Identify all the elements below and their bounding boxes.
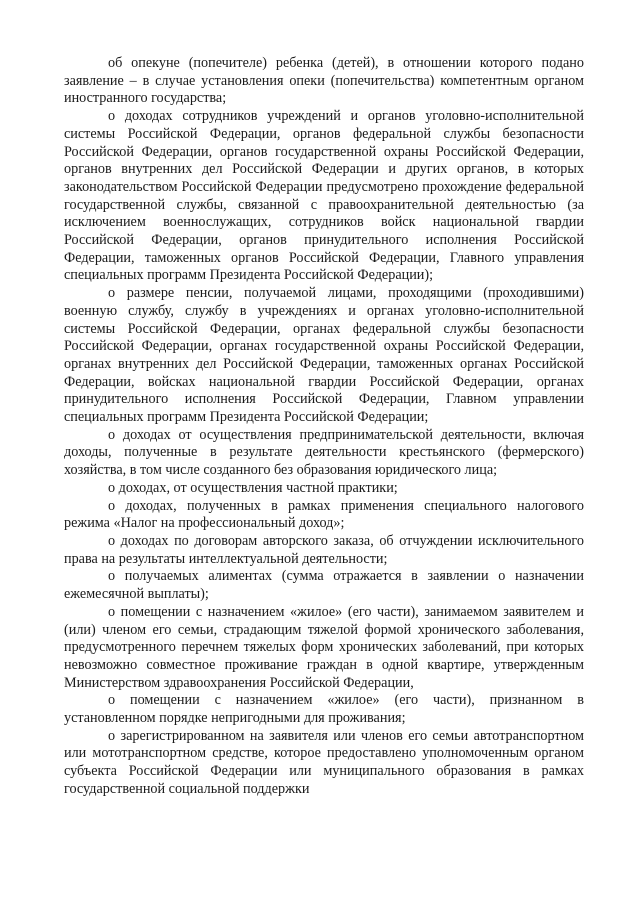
paragraph-guardian: об опекуне (попечителе) ребенка (детей), в отношении которого подано заявление – в случае установления опеки (попечительства) компетентным органом иностранного государства; [64,55,584,107]
paragraph-penal-staff-income: о доходах сотрудников учреждений и органов уголовно-исполнительной системы Российской Федерации, органов федеральной службы безопасности Российской Федерации, органов государственной охраны Российской Федерации, органов внутренних дел Российской Федерации и других органов, в которых законодательством Российской Федерации предусмотрено прохождение федеральной государственной службы, связанной с правоохранительной деятельностью (за исключением военнослужащих, сотрудников войск национальной гвардии Российской Федерации, органов принудительного исполнения Российской Федерации, таможенных органов Российской Федерации, Главного управления специальных программ Президента Российской Федерации); [64,108,584,284]
paragraph-alimony: о получаемых алиментах (сумма отражается в заявлении о назначении ежемесячной выплаты); [64,568,584,603]
paragraph-business-income: о доходах от осуществления предпринимательской деятельности, включая доходы, полученные в результате деятельности крестьянского (фермерского) хозяйства, в том числе созданного без образования юридического лица; [64,426,584,479]
paragraph-pension: о размере пенсии, получаемой лицами, проходящими (проходившими) военную службу, службу в учреждениях и органах уголовно-исполнительной системы Российской Федерации, органах федеральной службы безопасности Российской Федерации, органах государственной охраны Российской Федерации, органах внутренних дел Российской Федерации, таможенных органах Российской Федерации, войсках национальной гвардии Российской Федерации, органах принудительного исполнения Российской Федерации, Главном управлении специальных программ Президента Российской Федерации; [64,285,584,426]
paragraph-vehicle: о зарегистрированном на заявителя или членов его семьи автотранспортном или мототранспортном средстве, которое предоставлено уполномоченным органом субъекта Российской Федерации или муниципального образования в рамках государственной социальной поддержки [64,727,584,797]
document-body [64,55,584,799]
paragraph-residential-illness: о помещении с назначением «жилое» (его части), занимаемом заявителем и (или) членом его семьи, страдающим тяжелой формой хронического заболевания, предусмотренного перечнем тяжелых форм хронических заболеваний, при которых невозможно совместное проживание граждан в одной квартире, утвержденным Министерством здравоохранения Российской Федерации, [64,603,584,691]
paragraph-private-practice: о доходах, от осуществления частной практики; [108,479,398,496]
paragraph-unfit-housing: о помещении с назначением «жилое» (его части), признанном в установленном порядке непригодными для проживания; [64,692,584,727]
paragraph-author-contracts: о доходах по договорам авторского заказа, об отчуждении исключительного права на результаты интеллектуальной деятельности; [64,532,584,567]
paragraph-self-employed-tax: о доходах, полученных в рамках применения специального налогового режима «Налог на профессиональный доход»; [64,497,584,532]
